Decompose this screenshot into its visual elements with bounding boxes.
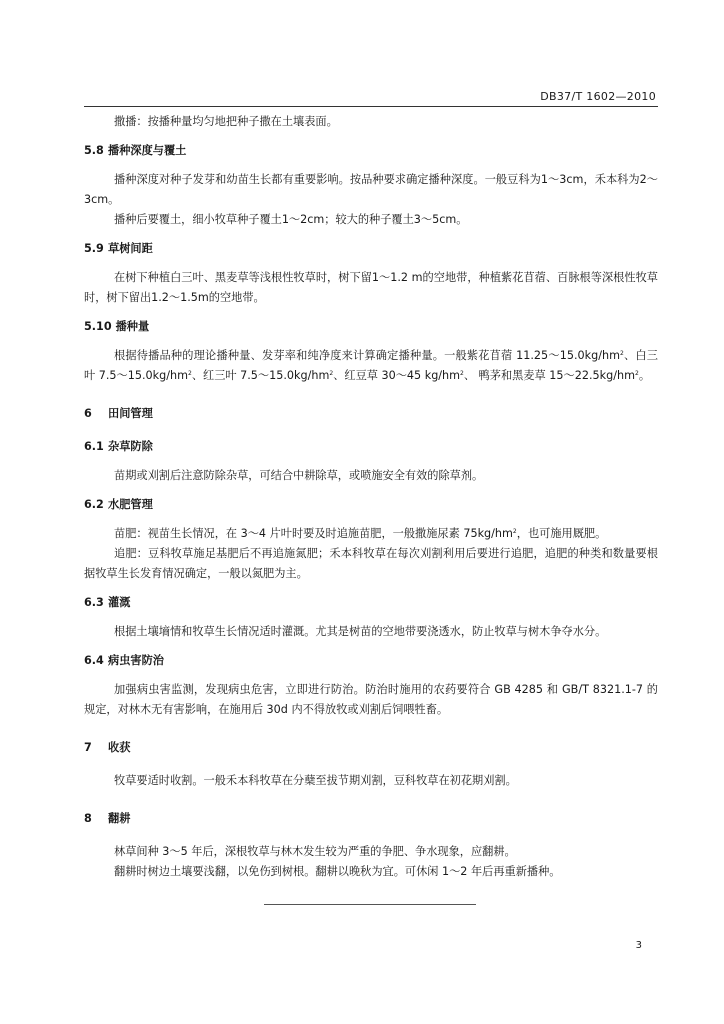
- section-7-heading: [84, 738, 658, 758]
- section-5-8-heading: [84, 141, 658, 161]
- paragraph: 播种后要覆土，细小牧草种子覆土1～2cm；较大的种子覆土3～5cm。: [114, 213, 468, 226]
- section-number: 8: [84, 812, 92, 825]
- section-5-9-heading: [84, 239, 658, 259]
- paragraph: 苗期或刈割后注意防除杂草，可结合中耕除草，或喷施安全有效的除草剂。: [114, 469, 484, 482]
- section-title: 翻耕: [108, 812, 131, 825]
- section-title: 收获: [108, 741, 131, 754]
- section-number: 5.8: [84, 144, 104, 157]
- header-divider: [84, 106, 658, 107]
- section-6-4-heading: [84, 651, 658, 671]
- section-5-10-heading: [84, 317, 658, 337]
- section-title: 草树间距: [108, 242, 153, 255]
- standard-code: DB37/T 1602—2010: [540, 90, 656, 103]
- section-6-1-heading: [84, 437, 658, 457]
- paragraph: 翻耕时树边土壤要浅翻，以免伤到树根。翻耕以晚秋为宜。可休闲 1～2 年后再重新播种。: [114, 865, 561, 878]
- paragraph: 在树下种植白三叶、黑麦草等浅根性牧草时，树下留1～1.2 m的空地带，种植紫花苜蓿、百脉根等深根性牧草时，树下留出1.2～1.5m的空地带。: [84, 271, 658, 304]
- paragraph: 加强病虫害监测，发现病虫危害，立即进行防治。防治时施用的农药要符合 GB 4285 和 GB/T 8321.1-7 的规定，对林木无有害影响，在施用后 30d 内不得放牧或刈割后饲喂牲畜。: [84, 683, 658, 716]
- section-title: 杂草防除: [108, 440, 153, 453]
- section-8-heading: [84, 809, 658, 829]
- section-number: 6.4: [84, 654, 104, 667]
- section-6-3-heading: [84, 593, 658, 613]
- section-title: 病虫害防治: [108, 654, 164, 667]
- end-of-document-rule: [264, 904, 476, 905]
- section-number: 7: [84, 741, 92, 754]
- section-title: 水肥管理: [108, 498, 153, 511]
- section-number: 6: [84, 407, 92, 420]
- section-number: 6.1: [84, 440, 104, 453]
- section-number: 6.2: [84, 498, 104, 511]
- section-title: 灌溉: [108, 596, 131, 609]
- section-number: 6.3: [84, 596, 104, 609]
- paragraph: 追肥：豆科牧草施足基肥后不再追施氮肥；禾本科牧草在每次刈割利用后要进行追肥，追肥的种类和数量要根据牧草生长发育情况确定，一般以氮肥为主。: [84, 547, 658, 580]
- section-6-2-heading: [84, 495, 658, 515]
- section-title: 播种量: [115, 320, 150, 333]
- section-6-heading: [84, 404, 658, 424]
- section-number: 5.10: [84, 320, 112, 333]
- broadcast-sowing-paragraph: 撒播：按播种量均匀地把种子撒在土壤表面。: [114, 115, 338, 128]
- paragraph: 根据土壤墒情和牧草生长情况适时灌溉。尤其是树苗的空地带要浇透水，防止牧草与树木争夺水分。: [114, 625, 607, 638]
- document-body: [84, 112, 658, 882]
- paragraph: 播种深度对种子发芽和幼苗生长都有重要影响。按品种要求确定播种深度。一般豆科为1～3cm，禾本科为2～3cm。: [84, 173, 658, 206]
- seedling-fertilizer-paragraph: 苗肥：视苗生长情况，在 3～4 片叶时要及时追施苗肥，一般撒施尿素 $75kg/hm^2$，也可施用厩肥。: [114, 527, 607, 540]
- paragraph: 牧草要适时收割。一般禾本科牧草在分蘖至拔节期刈割，豆科牧草在初花期刈割。: [114, 774, 517, 787]
- seeding-rate-paragraph: 根据待播品种的理论播种量、发芽率和纯净度来计算确定播种量。一般紫花苜蓿 $11.25\sim 15.0kg/hm^2$、白三叶 $7.5\sim 15.0kg/hm^2$、红三叶 $7.5\sim 15.0kg/hm^2$、红豆草 30～45 $kg/hm^2$、 鸭茅和黑麦草 $15\sim 22.5kg/hm^2$。: [84, 349, 658, 382]
- paragraph: 林草间种 3～5 年后，深根牧草与林木发生较为严重的争肥、争水现象，应翻耕。: [114, 845, 516, 858]
- section-title: 田间管理: [108, 407, 153, 420]
- section-title: 播种深度与覆土: [108, 144, 187, 157]
- page-number: 3: [635, 940, 642, 951]
- section-number: 5.9: [84, 242, 104, 255]
